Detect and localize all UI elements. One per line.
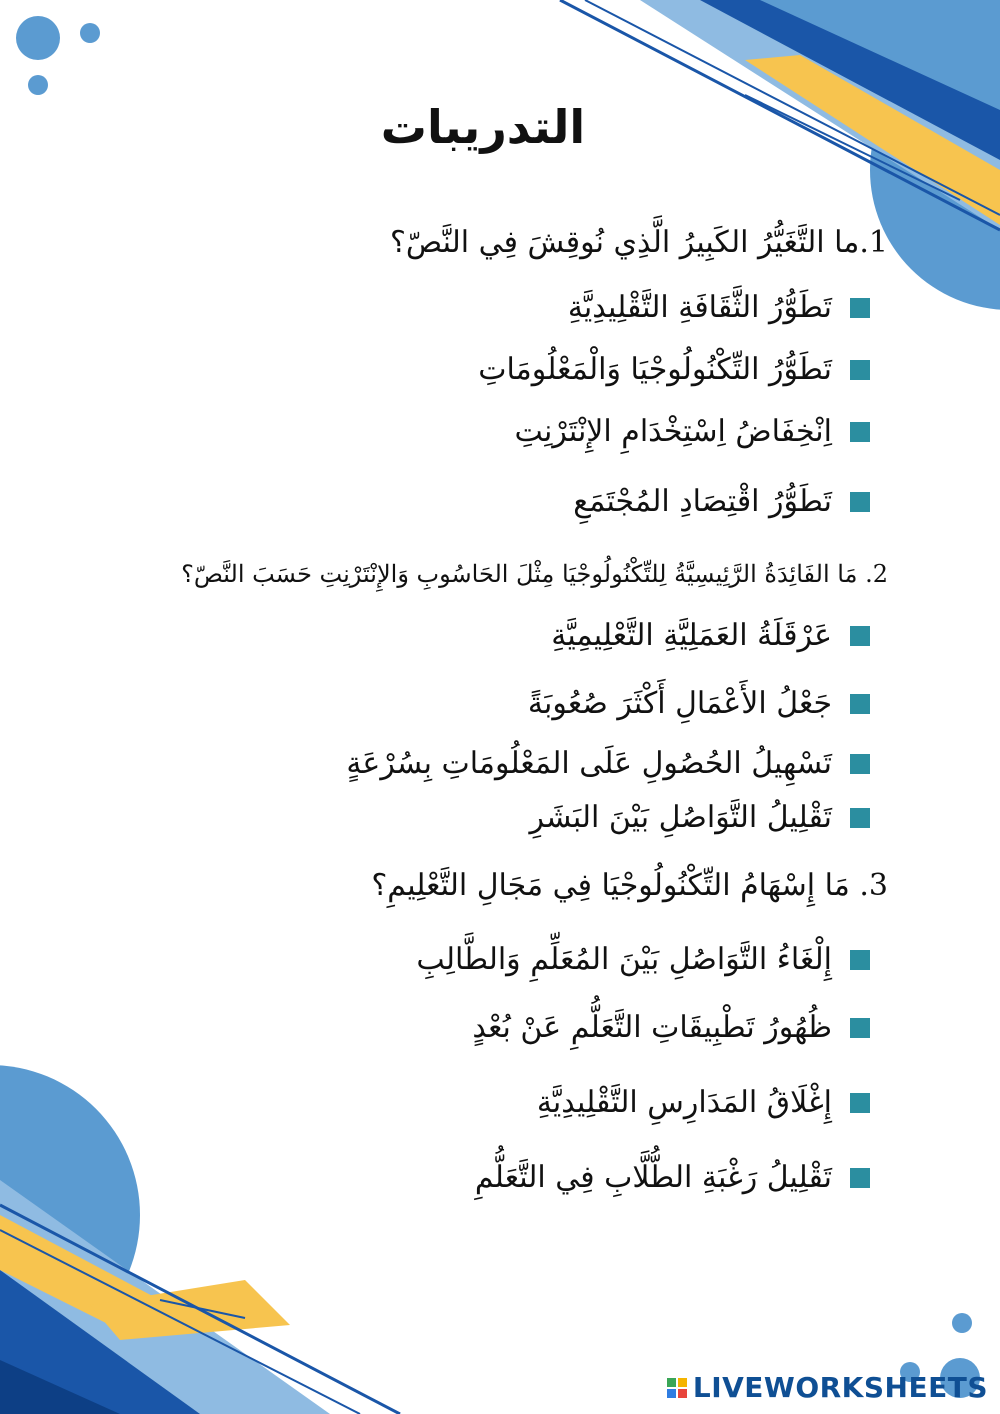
answer-option[interactable] — [568, 290, 870, 325]
answer-option-label: تَقْلِيلُ رَغْبَةِ الطُّلَّابِ فِي التَّعَلُّمِ — [474, 1160, 832, 1195]
answer-option-label: تَقْلِيلُ التَّوَاصُلِ بَيْنَ البَشَرِ — [529, 800, 832, 835]
square-bullet-icon[interactable] — [850, 950, 870, 970]
answer-option[interactable] — [530, 800, 870, 835]
answer-option[interactable] — [573, 484, 870, 519]
answer-option[interactable] — [416, 942, 870, 977]
square-bullet-icon[interactable] — [850, 422, 870, 442]
answer-option[interactable] — [551, 618, 870, 653]
deco-circle — [952, 1313, 972, 1333]
question-3: 3. مَا إِسْهَامُ التِّكْنُولُوجْيَا فِي مَجَالِ التَّعْلِيمِ؟ — [371, 868, 888, 903]
answer-option-label: ظُهُورُ تَطْبِيقَاتِ التَّعَلُّمِ عَنْ بُعْدٍ — [472, 1010, 832, 1045]
brand-name: LIVEWORKSHEETS — [692, 1371, 988, 1404]
square-bullet-icon[interactable] — [850, 1018, 870, 1038]
question-1: 1.ما التَّغَيُّرُ الكَبِيرُ الَّذِي نُوقِشَ فِي النَّصّ؟ — [389, 225, 888, 260]
square-bullet-icon[interactable] — [850, 694, 870, 714]
answer-option-label: إِغْلَاقُ المَدَارِسِ التَّقْلِيدِيَّةِ — [536, 1085, 832, 1120]
answer-option-label: تَطَوُّرُ التِّكْنُولُوجْيَا وَالْمَعْلُومَاتِ — [478, 352, 832, 387]
question-2: 2. مَا الفَائِدَةُ الرَّئِيسِيَّةُ لِلتِّكْنُولُوجْيَا مِثْلَ الحَاسُوبِ وَالإِنْتَرْنِتِ حَسَبَ النَّصّ؟ — [181, 560, 888, 588]
answer-option-label: تَطَوُّرُ الثَّقَافَةِ التَّقْلِيدِيَّةِ — [567, 290, 832, 325]
square-bullet-icon[interactable] — [850, 808, 870, 828]
answer-option-label: إِلْغَاءُ التَّوَاصُلِ بَيْنَ المُعَلِّمِ وَالطَّالِبِ — [416, 942, 832, 977]
answer-option[interactable] — [515, 414, 870, 449]
liveworksheets-logo — [667, 1371, 988, 1404]
answer-option[interactable] — [537, 1085, 870, 1120]
square-bullet-icon[interactable] — [850, 1168, 870, 1188]
deco-circle — [80, 23, 100, 43]
page-title: التدريبات — [380, 100, 586, 154]
square-bullet-icon[interactable] — [850, 754, 870, 774]
answer-option-label: تَطَوُّرُ اقْتِصَادِ المُجْتَمَعِ — [573, 484, 832, 519]
square-bullet-icon[interactable] — [850, 360, 870, 380]
answer-option[interactable] — [475, 1160, 870, 1195]
answer-option[interactable] — [346, 746, 870, 781]
answer-option-label: تَسْهِيلُ الحُصُولِ عَلَى المَعْلُومَاتِ بِسُرْعَةٍ — [346, 746, 832, 781]
square-bullet-icon[interactable] — [850, 1093, 870, 1113]
answer-option-label: اِنْخِفَاضُ اِسْتِخْدَامِ الإِنْتَرْنِتِ — [514, 414, 832, 449]
deco-circle — [28, 75, 48, 95]
square-bullet-icon[interactable] — [850, 492, 870, 512]
answer-option[interactable] — [472, 1010, 870, 1045]
square-bullet-icon[interactable] — [850, 298, 870, 318]
answer-option-label: عَرْقَلَةُ العَمَلِيَّةِ التَّعْلِيمِيَّةِ — [551, 618, 832, 653]
square-bullet-icon[interactable] — [850, 626, 870, 646]
answer-option[interactable] — [478, 352, 870, 387]
answer-option-label: جَعْلُ الأَعْمَالِ أَكْثَرَ صُعُوبَةً — [527, 686, 832, 721]
liveworksheets-logo-icon — [667, 1378, 687, 1398]
answer-option[interactable] — [528, 686, 870, 721]
deco-circle — [16, 16, 60, 60]
